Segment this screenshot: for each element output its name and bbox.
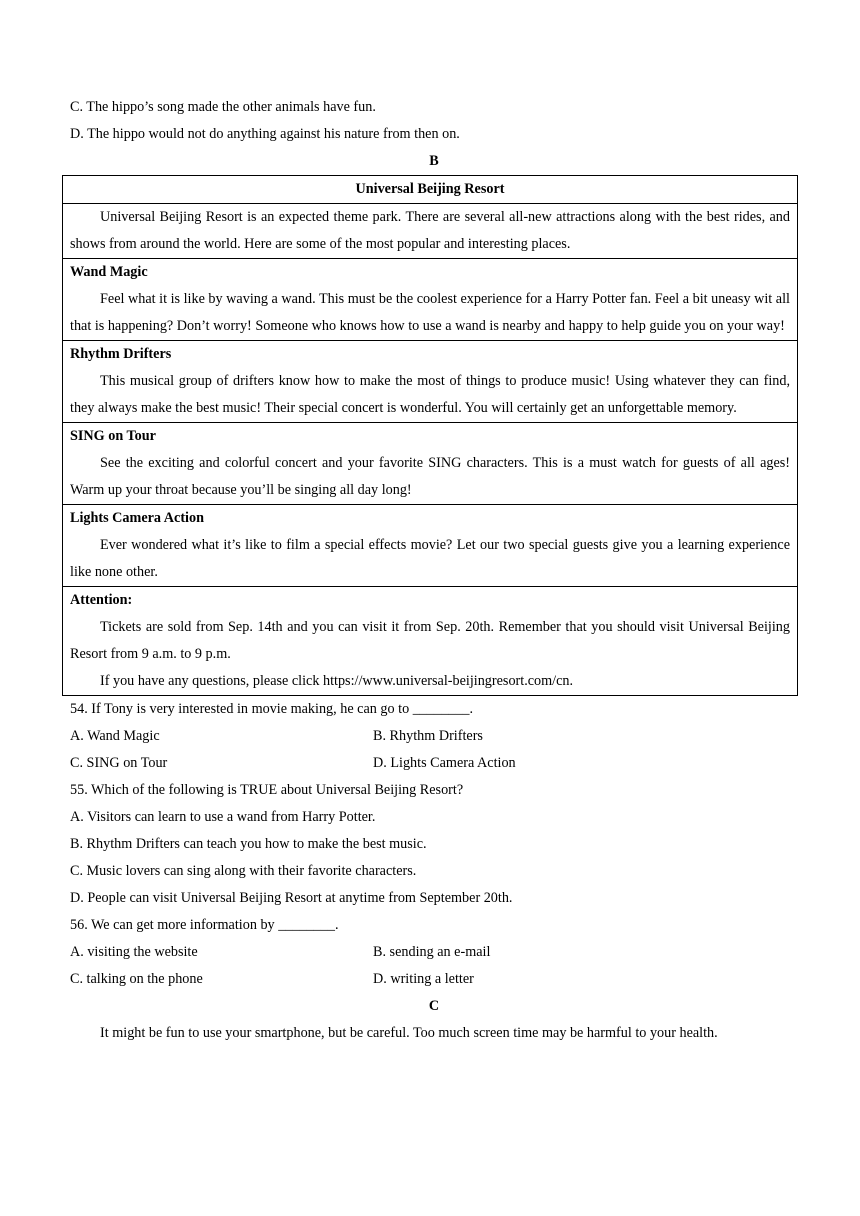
- question-55-stem: 55. Which of the following is TRUE about Universal Beijing Resort?: [70, 782, 464, 798]
- section-c-label: C: [428, 998, 440, 1014]
- wand-magic-heading: Wand Magic: [70, 264, 148, 280]
- question-55-option-b: B. Rhythm Drifters can teach you how to make the best music.: [70, 836, 427, 852]
- table-row: [63, 505, 798, 587]
- table-title: Universal Beijing Resort: [63, 176, 798, 204]
- table-intro-row: [63, 204, 798, 259]
- question-54-options-row-1: [70, 723, 798, 750]
- question-56-options-row-1: [70, 939, 798, 966]
- question-56-option-b: B. sending an e-mail: [373, 944, 491, 960]
- sing-on-tour-body: See the exciting and colorful concert and your favorite SING characters. This is a must watch for guests of all ages! Warm up your throat because you’ll be singing all day long!: [70, 455, 790, 498]
- question-56-option-d: D. writing a letter: [373, 971, 474, 987]
- document-page: [70, 94, 798, 1047]
- lights-camera-action-body: Ever wondered what it’s like to film a special effects movie? Let our two special guests give you a learning experience like none other.: [70, 537, 790, 580]
- question-55-option-d: D. People can visit Universal Beijing Resort at anytime from September 20th.: [70, 890, 513, 906]
- question-55-option-a: A. Visitors can learn to use a wand from Harry Potter.: [70, 809, 376, 825]
- wand-magic-body: Feel what it is like by waving a wand. This must be the coolest experience for a Harry Potter fan. Feel a bit uneasy wit all that is happening? Don’t worry! Someone who knows how to use a wand is nearby and happy to help guide you on your way!: [70, 291, 790, 334]
- question-54-option-b: B. Rhythm Drifters: [373, 728, 483, 744]
- question-54-stem: 54. If Tony is very interested in movie making, he can go to ________.: [70, 701, 474, 717]
- option-d-prev: D. The hippo would not do anything against his nature from then on.: [70, 126, 460, 142]
- option-c-prev: C. The hippo’s song made the other animals have fun.: [70, 99, 376, 115]
- section-b-label: B: [429, 153, 439, 169]
- question-54-option-d: D. Lights Camera Action: [373, 755, 516, 771]
- table-row: [63, 259, 798, 341]
- table-title-row: [63, 176, 798, 204]
- question-54-option-c: C. SING on Tour: [70, 755, 168, 771]
- question-54-options-row-2: [70, 750, 798, 777]
- attention-note: If you have any questions, please click https://www.universal-beijingresort.com/cn.: [100, 673, 574, 689]
- intro-paragraph: Universal Beijing Resort is an expected theme park. There are several all-new attractions along with the best rides, and shows from around the world. Here are some of the most popular and interesting places.: [70, 209, 790, 252]
- sing-on-tour-heading: SING on Tour: [70, 428, 156, 444]
- section-c-first-line: It might be fun to use your smartphone, but be careful. Too much screen time may be harmful to your health.: [100, 1025, 718, 1041]
- lights-camera-action-heading: Lights Camera Action: [70, 510, 204, 526]
- rhythm-drifters-body: This musical group of drifters know how to make the most of things to produce music! Using whatever they can find, they always make the best music! Their special concert is wonderful. You will certainly get an unforgettable memory.: [70, 373, 790, 416]
- question-56-option-c: C. talking on the phone: [70, 971, 203, 987]
- table-row: [63, 341, 798, 423]
- question-55-option-c: C. Music lovers can sing along with their favorite characters.: [70, 863, 417, 879]
- rhythm-drifters-heading: Rhythm Drifters: [70, 346, 172, 362]
- question-56-option-a: A. visiting the website: [70, 944, 198, 960]
- question-56-stem: 56. We can get more information by ________.: [70, 917, 339, 933]
- question-54-option-a: A. Wand Magic: [70, 728, 160, 744]
- question-56-options-row-2: [70, 966, 798, 993]
- table-row: [63, 587, 798, 696]
- resort-info-table: [62, 175, 798, 696]
- attention-heading: Attention:: [70, 592, 133, 608]
- table-row: [63, 423, 798, 505]
- attention-body: Tickets are sold from Sep. 14th and you can visit it from Sep. 20th. Remember that you should visit Universal Beijing Resort from 9 a.m. to 9 p.m.: [70, 619, 790, 662]
